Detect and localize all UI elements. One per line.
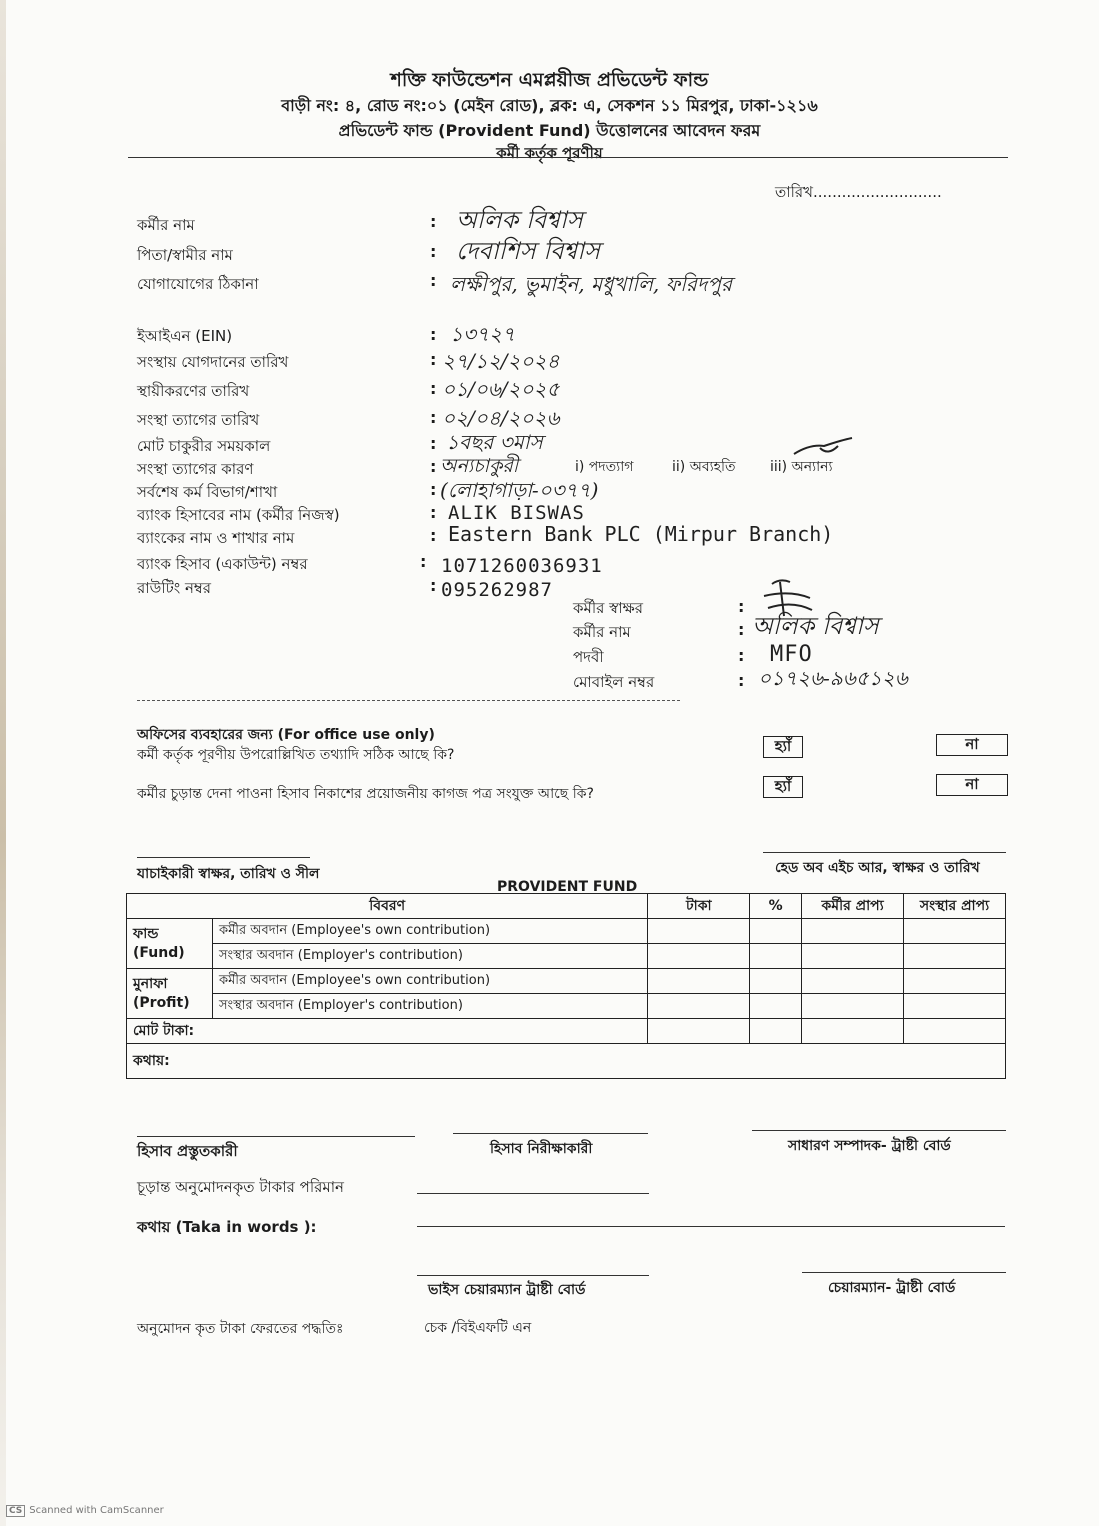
cell[interactable] xyxy=(802,919,904,944)
colon: : xyxy=(738,671,745,690)
taka-words-line[interactable] xyxy=(417,1226,1005,1227)
vice-chair-label: ভাইস চেয়ারম্যান ট্রাষ্টী বোর্ড xyxy=(428,1282,586,1298)
q2-yes-box[interactable]: হ্যাঁ xyxy=(763,776,803,798)
cell[interactable] xyxy=(802,944,904,969)
taka-words-label: কথায় (Taka in words ): xyxy=(137,1218,317,1236)
colon: : xyxy=(430,350,437,369)
header-percent: % xyxy=(750,894,802,919)
verifier-label: যাচাইকারী স্বাক্ষর, তারিখ ও সীল xyxy=(137,866,320,882)
header-employee-share: কর্মীর প্রাপ্য xyxy=(802,894,904,919)
colon: : xyxy=(430,457,437,476)
header-employer-share: সংস্থার প্রাপ্য xyxy=(904,894,1006,919)
cell[interactable] xyxy=(750,969,802,994)
field-value-leave-date[interactable]: ০২/০৪/২০২৬ xyxy=(442,406,560,430)
cell[interactable] xyxy=(904,969,1006,994)
approved-amount-line[interactable] xyxy=(417,1193,649,1194)
field-label-father: পিতা/স্বামীর নাম xyxy=(137,246,233,264)
camscanner-icon: CS xyxy=(6,1505,25,1517)
in-words-label: কথায়: xyxy=(127,1044,1006,1079)
profit-employer-row-label: সংস্থার অবদান (Employer's contribution) xyxy=(212,994,647,1019)
colon: : xyxy=(430,379,437,398)
checked-line xyxy=(453,1133,648,1134)
reason-option-other[interactable]: iii) অন্যান্য xyxy=(770,459,833,475)
fund-en-label: (Fund) xyxy=(133,944,185,961)
divider xyxy=(137,700,680,701)
colon: : xyxy=(430,408,437,427)
profit-label: মুনাফা xyxy=(133,975,168,992)
total-label: মোট টাকা: xyxy=(127,1019,648,1044)
q1-no-box[interactable]: না xyxy=(936,734,1008,756)
sig-label-designation: পদবী xyxy=(573,648,604,666)
field-value-service-length[interactable]: ১বছর ৩মাস xyxy=(446,430,543,454)
table-row xyxy=(127,1019,1006,1044)
reason-option-resign[interactable]: i) পদত্যাগ xyxy=(575,459,634,475)
reason-option-termination[interactable]: ii) অব্যহতি xyxy=(672,459,736,475)
profit-cell xyxy=(127,969,213,1019)
field-label-address: যোগাযোগের ঠিকানা xyxy=(137,275,259,293)
field-value-join-date[interactable]: ২৭/১২/২০২৪ xyxy=(442,349,560,373)
profit-employee-row-label: কর্মীর অবদান (Employee's own contribution) xyxy=(212,969,647,994)
office-question-1: কর্মী কর্তৃক পূরণীয় উপরোল্লিখিত তথ্যাদি সঠিক আছে কি? xyxy=(137,747,455,763)
verifier-line xyxy=(137,857,310,858)
cell[interactable] xyxy=(648,1019,750,1044)
sig-label-mobile: মোবাইল নম্বর xyxy=(573,673,655,691)
scan-edge xyxy=(0,0,6,1526)
field-value-department[interactable]: (লোহাগাড়া-০৩৭৭) xyxy=(440,478,599,502)
form-title: প্রভিডেন্ট ফান্ড (Provident Fund) উত্তোলনের আবেদন ফরম xyxy=(338,121,761,140)
office-use-title: অফিসের ব্যবহারের জন্য (For office use only) xyxy=(137,727,435,743)
form-subtitle: কর্মী কর্তৃক পূরণীয় xyxy=(496,144,603,162)
cell[interactable] xyxy=(648,919,750,944)
sig-label-name: কর্মীর নাম xyxy=(573,623,631,641)
fund-label: ফান্ড xyxy=(133,925,159,942)
field-value-routing[interactable]: 095262987 xyxy=(441,579,553,601)
profit-en-label: (Profit) xyxy=(133,994,190,1011)
colon: : xyxy=(430,212,437,231)
colon: : xyxy=(738,646,745,665)
provident-fund-table xyxy=(126,893,1006,1079)
head-hr-label: হেড অব এইচ আর, স্বাক্ষর ও তারিখ xyxy=(775,860,980,876)
table-row xyxy=(127,919,1006,944)
q2-no-box[interactable]: না xyxy=(936,774,1008,796)
colon: : xyxy=(430,325,437,344)
cell[interactable] xyxy=(750,1019,802,1044)
checkmark-icon xyxy=(790,432,860,462)
colon: : xyxy=(430,576,437,595)
colon: : xyxy=(738,597,745,616)
vice-chair-line xyxy=(417,1275,649,1276)
field-label-leave-date: সংস্থা ত্যাগের তারিখ xyxy=(137,411,260,429)
field-label-ein: ইআইএন (EIN) xyxy=(137,327,233,345)
cell[interactable] xyxy=(750,994,802,1019)
scanner-text: Scanned with CamScanner xyxy=(29,1505,164,1516)
head-hr-line xyxy=(763,852,1006,853)
office-question-2: কর্মীর চুড়ান্ত দেনা পাওনা হিসাব নিকাশের প্রয়োজনীয় কাগজ পত্র সংযুক্ত আছে কি? xyxy=(137,786,594,802)
header-rule xyxy=(128,157,1008,158)
field-value-confirm-date[interactable]: ০১/০৬/২০২৫ xyxy=(442,377,560,401)
cell[interactable] xyxy=(802,1019,904,1044)
date-dots: ........................... xyxy=(813,183,942,201)
sig-value-designation[interactable]: MFO xyxy=(770,642,813,667)
cell[interactable] xyxy=(750,919,802,944)
field-value-account-number[interactable]: 1071260036931 xyxy=(441,555,603,577)
prepared-line xyxy=(137,1136,415,1137)
colon: : xyxy=(430,480,437,499)
cell[interactable] xyxy=(904,944,1006,969)
checked-by-label: হিসাব নিরীক্ষাকারী xyxy=(490,1141,593,1157)
payment-method-label: অনুমোদন কৃত টাকা ফেরতের পদ্ধতিঃ xyxy=(137,1321,344,1337)
field-label-account-name: ব্যাংক হিসাবের নাম (কর্মীর নিজস্ব) xyxy=(137,506,340,524)
table-caption: PROVIDENT FUND xyxy=(497,879,638,895)
colon: : xyxy=(430,503,437,522)
colon: : xyxy=(430,526,437,545)
sig-label-signature: কর্মীর স্বাক্ষর xyxy=(573,599,644,617)
field-value-account-name[interactable]: ALIK BISWAS xyxy=(448,502,585,524)
cell[interactable] xyxy=(648,969,750,994)
field-label-join-date: সংস্থায় যোগদানের তারিখ xyxy=(137,353,289,371)
field-label-account-number: ব্যাংক হিসাব (একাউন্ট) নম্বর xyxy=(137,555,308,573)
colon: : xyxy=(430,242,437,261)
table-row xyxy=(127,944,1006,969)
q1-yes-box[interactable]: হ্যাঁ xyxy=(763,736,803,758)
colon: : xyxy=(420,552,427,571)
table-row xyxy=(127,969,1006,994)
field-label-service-length: মোট চাকুরীর সময়কাল xyxy=(137,437,271,455)
date-field[interactable] xyxy=(775,181,942,206)
table-row xyxy=(127,1044,1006,1079)
org-address: বাড়ী নং: ৪, রোড নং:০১ (মেইন রোড), ব্লক: এ, সেকশন ১১ মিরপুর, ঢাকা-১২১৬ xyxy=(281,96,818,115)
fund-employee-row-label: কর্মীর অবদান (Employee's own contribution) xyxy=(212,919,647,944)
gensec-line xyxy=(752,1130,1006,1131)
field-value-father[interactable]: দেবাশিস বিশ্বাস xyxy=(456,237,600,265)
field-value-bank-name[interactable]: Eastern Bank PLC (Mirpur Branch) xyxy=(448,522,834,546)
gen-sec-label: সাধারণ সম্পাদক- ট্রাষ্টী বোর্ড xyxy=(788,1138,951,1154)
sig-value-mobile[interactable]: ০১৭২৬-৯৬৫১২৬ xyxy=(758,666,908,690)
approved-amount-label: চূড়ান্ত অনুমোদনকৃত টাকার পরিমান xyxy=(137,1178,345,1196)
field-label-leave-reason: সংস্থা ত্যাগের কারণ xyxy=(137,460,254,478)
table-header-row xyxy=(127,894,1006,919)
fund-employer-row-label: সংস্থার অবদান (Employer's contribution) xyxy=(212,944,647,969)
field-label-routing: রাউটিং নম্বর xyxy=(137,579,212,597)
chair-line xyxy=(802,1272,1006,1273)
prepared-by-label: হিসাব প্রস্তুতকারী xyxy=(137,1142,238,1160)
field-label-department: সর্বশেষ কর্ম বিভাগ/শাখা xyxy=(137,483,278,501)
fund-cell xyxy=(127,919,213,969)
payment-method-value: চেক /বিইএফটি এন xyxy=(424,1320,532,1336)
field-value-ein[interactable]: ১৩৭২৭ xyxy=(450,322,515,346)
sig-value-name[interactable]: অলিক বিশ্বাস xyxy=(752,612,879,640)
date-label: তারিখ xyxy=(775,183,813,201)
colon: : xyxy=(738,620,745,639)
cell[interactable] xyxy=(648,994,750,1019)
chair-label: চেয়ারম্যান- ট্রাষ্টী বোর্ড xyxy=(828,1280,956,1296)
scanner-watermark xyxy=(6,1505,164,1517)
field-value-name[interactable]: অলিক বিশ্বাস xyxy=(456,206,583,234)
cell[interactable] xyxy=(904,1019,1006,1044)
org-title: শক্তি ফাউন্ডেশন এমপ্লয়ীজ প্রভিডেন্ট ফান্ড xyxy=(390,69,709,91)
field-label-name: কর্মীর নাম xyxy=(137,216,195,234)
cell[interactable] xyxy=(802,994,904,1019)
colon: : xyxy=(430,271,437,290)
header-taka: টাকা xyxy=(648,894,750,919)
cell[interactable] xyxy=(750,944,802,969)
colon: : xyxy=(430,434,437,453)
field-label-confirm-date: স্থায়ীকরণের তারিখ xyxy=(137,382,250,400)
cell[interactable] xyxy=(904,919,1006,944)
field-value-leave-reason[interactable]: অন্যচাকুরী xyxy=(440,455,519,477)
header-description: বিবরণ xyxy=(127,894,648,919)
field-value-address[interactable]: লক্ষীপুর, ভুমাইন, মধুখালি, ফরিদপুর xyxy=(450,272,732,296)
field-label-bank-name: ব্যাংকের নাম ও শাখার নাম xyxy=(137,529,295,547)
cell[interactable] xyxy=(648,944,750,969)
table-row xyxy=(127,994,1006,1019)
cell[interactable] xyxy=(904,994,1006,1019)
cell[interactable] xyxy=(802,969,904,994)
